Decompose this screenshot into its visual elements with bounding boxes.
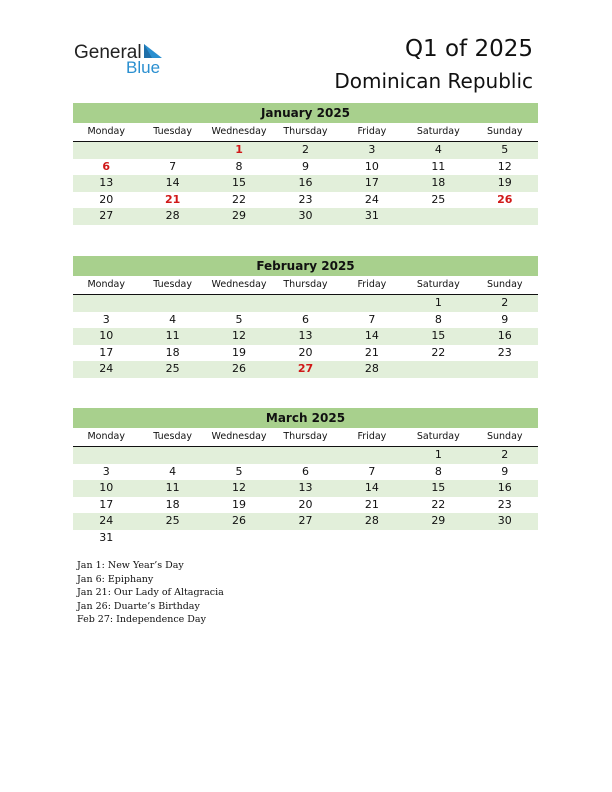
day-cell: 3 bbox=[368, 143, 376, 156]
day-cell bbox=[139, 530, 205, 547]
day-cell: 3 bbox=[102, 464, 110, 478]
day-cell: 25 bbox=[165, 514, 180, 527]
day-cell: 18 bbox=[431, 176, 446, 189]
day-cell: 31 bbox=[364, 209, 379, 222]
day-cell: 12 bbox=[232, 481, 247, 494]
day-cell: 20 bbox=[99, 192, 114, 206]
weekday-label: Sunday bbox=[486, 279, 523, 290]
day-cell: 18 bbox=[165, 345, 180, 359]
day-cell bbox=[339, 295, 405, 312]
weekday-header-row bbox=[73, 276, 538, 295]
day-cell bbox=[272, 447, 338, 464]
week-row bbox=[73, 447, 538, 464]
weekday-label: Saturday bbox=[416, 279, 460, 290]
day-cell: 6 bbox=[301, 464, 309, 478]
holiday-note: Jan 6: Epiphany bbox=[77, 573, 154, 585]
day-cell: 22 bbox=[431, 345, 446, 359]
day-cell bbox=[73, 295, 139, 312]
day-cell: 19 bbox=[232, 497, 247, 511]
day-cell bbox=[206, 447, 272, 464]
week-row bbox=[73, 464, 538, 481]
day-cell: 4 bbox=[434, 143, 442, 156]
day-cell: 11 bbox=[165, 481, 180, 494]
day-cell bbox=[206, 530, 272, 547]
week-row bbox=[73, 328, 538, 345]
day-cell: 28 bbox=[364, 362, 379, 375]
weekday-label: Monday bbox=[87, 279, 125, 290]
weekday-label: Monday bbox=[87, 431, 125, 442]
week-row bbox=[73, 530, 538, 547]
day-cell: 13 bbox=[99, 176, 114, 189]
day-cell: 5 bbox=[235, 464, 243, 478]
day-cell: 26 bbox=[232, 362, 247, 375]
weekday-header-row bbox=[73, 123, 538, 142]
day-cell: 17 bbox=[99, 345, 114, 359]
day-cell: 24 bbox=[364, 192, 379, 206]
weekday-header-row bbox=[73, 428, 538, 447]
holiday-note: Jan 1: New Year’s Day bbox=[77, 560, 184, 571]
day-cell: 29 bbox=[232, 209, 247, 222]
month-march bbox=[73, 408, 538, 546]
week-row bbox=[73, 159, 538, 176]
holiday-day-cell: 26 bbox=[497, 192, 513, 206]
week-row bbox=[73, 208, 538, 225]
day-cell: 13 bbox=[298, 481, 313, 494]
day-cell: 13 bbox=[298, 329, 313, 342]
day-cell: 15 bbox=[431, 329, 446, 342]
day-cell: 12 bbox=[232, 329, 247, 342]
weekday-label: Wednesday bbox=[211, 126, 267, 137]
day-cell bbox=[405, 208, 471, 225]
day-cell: 27 bbox=[298, 514, 313, 527]
day-cell: 11 bbox=[431, 159, 446, 173]
day-cell: 27 bbox=[99, 209, 114, 222]
day-cell: 14 bbox=[165, 176, 180, 189]
day-cell: 4 bbox=[169, 464, 177, 478]
logo-blue-text: Blue bbox=[126, 58, 161, 77]
day-cell: 28 bbox=[364, 514, 379, 527]
weekday-label: Friday bbox=[357, 431, 387, 442]
day-cell: 9 bbox=[501, 464, 509, 478]
day-cell bbox=[139, 295, 205, 312]
week-row bbox=[73, 142, 538, 159]
day-cell: 30 bbox=[298, 209, 313, 222]
day-cell: 16 bbox=[497, 481, 512, 494]
day-cell: 17 bbox=[99, 497, 114, 511]
weekday-label: Tuesday bbox=[153, 279, 192, 290]
day-cell bbox=[139, 447, 205, 464]
day-cell: 1 bbox=[434, 296, 442, 309]
day-cell bbox=[472, 530, 538, 547]
week-row bbox=[73, 480, 538, 497]
day-cell: 17 bbox=[364, 176, 379, 189]
day-cell: 19 bbox=[232, 345, 247, 359]
day-cell: 5 bbox=[501, 143, 509, 156]
week-row bbox=[73, 361, 538, 378]
day-cell bbox=[472, 361, 538, 378]
day-cell: 22 bbox=[232, 192, 247, 206]
holiday-note: Jan 26: Duarte’s Birthday bbox=[77, 600, 200, 612]
week-row bbox=[73, 175, 538, 192]
day-cell: 15 bbox=[232, 176, 247, 189]
holiday-note: Feb 27: Independence Day bbox=[77, 614, 206, 625]
day-cell: 23 bbox=[497, 497, 512, 511]
day-cell: 5 bbox=[235, 312, 243, 326]
day-cell: 7 bbox=[169, 159, 177, 173]
day-cell: 10 bbox=[364, 159, 379, 173]
weekday-label: Friday bbox=[357, 279, 387, 290]
day-cell: 29 bbox=[431, 514, 446, 527]
month-title: January 2025 bbox=[73, 103, 538, 123]
weekday-label: Saturday bbox=[416, 431, 460, 442]
day-cell: 24 bbox=[99, 362, 114, 375]
day-cell bbox=[339, 447, 405, 464]
weekday-label: Wednesday bbox=[211, 279, 267, 290]
day-cell: 2 bbox=[501, 296, 509, 309]
weekday-label: Thursday bbox=[283, 431, 328, 442]
day-cell: 21 bbox=[364, 497, 379, 511]
day-cell bbox=[73, 447, 139, 464]
day-cell: 28 bbox=[165, 209, 180, 222]
week-row bbox=[73, 497, 538, 514]
day-cell bbox=[472, 208, 538, 225]
country-name: Dominican Republic bbox=[334, 69, 533, 93]
day-cell: 19 bbox=[497, 176, 512, 189]
day-cell: 22 bbox=[431, 497, 446, 511]
day-cell bbox=[339, 530, 405, 547]
logo bbox=[74, 42, 184, 78]
day-cell: 25 bbox=[431, 192, 446, 206]
month-january bbox=[73, 103, 538, 225]
day-cell: 12 bbox=[497, 159, 512, 173]
day-cell: 30 bbox=[497, 514, 512, 527]
day-cell: 10 bbox=[99, 329, 114, 342]
day-cell bbox=[272, 295, 338, 312]
week-row bbox=[73, 295, 538, 312]
day-cell: 21 bbox=[364, 345, 379, 359]
day-cell: 15 bbox=[431, 481, 446, 494]
holiday-day-cell: 6 bbox=[102, 159, 111, 173]
day-cell: 8 bbox=[235, 159, 243, 173]
day-cell: 2 bbox=[501, 448, 509, 461]
day-cell: 16 bbox=[497, 329, 512, 342]
week-row bbox=[73, 513, 538, 530]
day-cell: 23 bbox=[497, 345, 512, 359]
weekday-label: Saturday bbox=[416, 126, 460, 137]
holiday-day-cell: 21 bbox=[164, 192, 181, 206]
weekday-label: Tuesday bbox=[153, 126, 192, 137]
day-cell: 23 bbox=[298, 192, 313, 206]
weekday-label: Thursday bbox=[283, 279, 328, 290]
day-cell: 6 bbox=[301, 312, 309, 326]
day-cell: 9 bbox=[501, 312, 509, 326]
day-cell: 11 bbox=[165, 329, 180, 342]
day-cell: 9 bbox=[301, 159, 309, 173]
day-cell: 20 bbox=[298, 497, 313, 511]
day-cell: 8 bbox=[434, 464, 442, 478]
day-cell: 7 bbox=[368, 312, 376, 326]
day-cell: 24 bbox=[99, 514, 114, 527]
day-cell bbox=[272, 530, 338, 547]
week-row bbox=[73, 312, 538, 329]
weekday-label: Wednesday bbox=[211, 431, 267, 442]
week-row bbox=[73, 345, 538, 362]
day-cell: 18 bbox=[165, 497, 180, 511]
day-cell: 8 bbox=[434, 312, 442, 326]
day-cell: 20 bbox=[298, 345, 313, 359]
day-cell bbox=[139, 142, 205, 159]
weekday-label: Monday bbox=[87, 126, 125, 137]
weekday-label: Sunday bbox=[486, 126, 523, 137]
day-cell: 14 bbox=[364, 481, 379, 494]
day-cell: 3 bbox=[102, 312, 110, 326]
day-cell: 7 bbox=[368, 464, 376, 478]
day-cell: 26 bbox=[232, 514, 247, 527]
page-title: Q1 of 2025 bbox=[404, 36, 533, 62]
weekday-label: Thursday bbox=[283, 126, 328, 137]
holiday-note: Jan 21: Our Lady of Altagracia bbox=[77, 587, 224, 598]
weekday-label: Sunday bbox=[486, 431, 523, 442]
weekday-label: Friday bbox=[357, 126, 387, 137]
weekday-label: Tuesday bbox=[153, 431, 192, 442]
week-row bbox=[73, 192, 538, 209]
day-cell bbox=[73, 142, 139, 159]
logo-general-text: General bbox=[74, 42, 142, 63]
day-cell: 10 bbox=[99, 481, 114, 494]
month-title: February 2025 bbox=[73, 256, 538, 276]
holiday-day-cell: 27 bbox=[297, 362, 314, 375]
day-cell: 4 bbox=[169, 312, 177, 326]
day-cell: 2 bbox=[301, 143, 309, 156]
day-cell: 14 bbox=[364, 329, 379, 342]
day-cell bbox=[405, 530, 471, 547]
month-february bbox=[73, 256, 538, 378]
day-cell: 16 bbox=[298, 176, 313, 189]
day-cell bbox=[405, 361, 471, 378]
month-title: March 2025 bbox=[73, 408, 538, 428]
day-cell: 1 bbox=[434, 448, 442, 461]
day-cell: 31 bbox=[99, 530, 114, 544]
day-cell: 25 bbox=[165, 362, 180, 375]
holiday-notes bbox=[77, 559, 224, 627]
day-cell bbox=[206, 295, 272, 312]
holiday-day-cell: 1 bbox=[235, 143, 243, 156]
